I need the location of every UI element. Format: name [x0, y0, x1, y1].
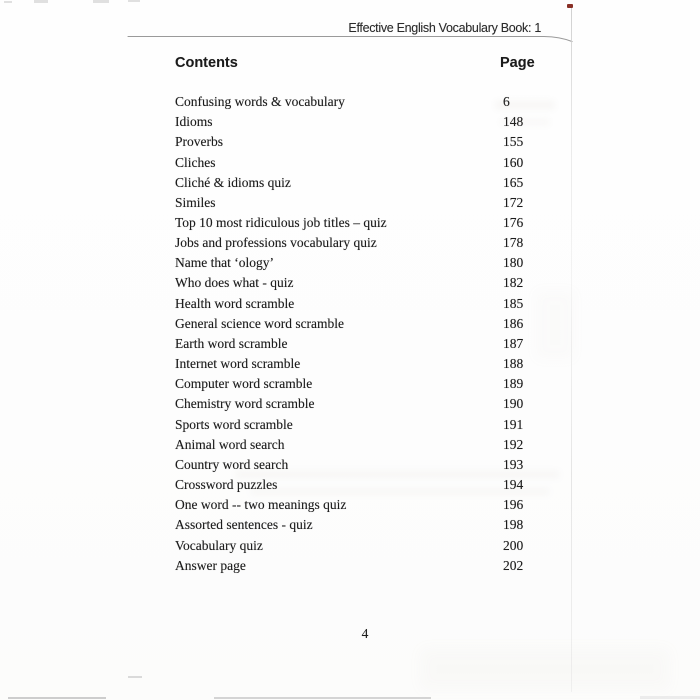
- toc-entry-label: Name that ‘ology’: [175, 255, 274, 271]
- toc-entry-page: 185: [503, 295, 524, 311]
- toc-entry-page: 165: [503, 174, 524, 190]
- toc-row: [175, 515, 545, 535]
- toc-entry-page: 182: [503, 275, 524, 291]
- toc-title: Contents: [175, 55, 238, 71]
- toc-entry-label: Top 10 most ridiculous job titles – quiz: [175, 215, 387, 231]
- toc-row: [175, 152, 545, 172]
- scan-edge-mark: [34, 0, 48, 3]
- toc-row: [175, 354, 545, 374]
- toc-entry-label: Assorted sentences - quiz: [175, 517, 313, 533]
- toc-row: [175, 92, 545, 112]
- toc-entry-page: 6: [503, 94, 510, 110]
- toc-row: [175, 213, 545, 233]
- toc-entry-label: Earth word scramble: [175, 335, 288, 351]
- ink-bleedthrough-smudge: [420, 648, 670, 690]
- toc-entry-label: Sports word scramble: [175, 416, 293, 432]
- toc-entry-label: Similes: [175, 194, 216, 210]
- toc-entry-page: 198: [503, 517, 524, 533]
- toc-entry-page: 190: [503, 396, 524, 412]
- footer-page-number: 4: [361, 626, 369, 641]
- toc-entry-page: 172: [503, 194, 524, 210]
- scan-edge-mark: [93, 0, 109, 3]
- toc-entry-label: Crossword puzzles: [175, 477, 278, 493]
- toc-entry-page: 192: [503, 436, 524, 452]
- toc-row: [175, 415, 545, 435]
- toc-entry-page: 187: [503, 335, 524, 351]
- header-rule: [126, 31, 576, 45]
- ink-bleedthrough-smudge: [250, 487, 550, 496]
- toc-row: [175, 314, 545, 334]
- toc-entry-label: Health word scramble: [175, 295, 295, 311]
- toc-row: [175, 394, 545, 414]
- toc-entry-page: 160: [503, 154, 524, 170]
- toc-entry-label: One word -- two meanings quiz: [175, 497, 347, 513]
- toc-entry-label: Cliché & idioms quiz: [175, 174, 291, 190]
- toc-entry-label: Country word search: [175, 456, 289, 472]
- toc-entry-page: 189: [503, 376, 524, 392]
- toc-entry-label: Internet word scramble: [175, 356, 301, 372]
- toc-entry-page: 155: [503, 134, 524, 150]
- toc-entry-page: 202: [503, 557, 524, 573]
- toc-row: [175, 173, 545, 193]
- red-ink-mark: [567, 4, 573, 8]
- toc-entry-label: General science word scramble: [175, 315, 345, 331]
- toc-entry-page: 180: [503, 255, 524, 271]
- toc-row: [175, 112, 545, 132]
- toc-entry-page: 188: [503, 356, 524, 372]
- toc-row: [175, 556, 545, 576]
- bottom-edge-shadow: [214, 697, 431, 699]
- toc-entry-page: 194: [503, 477, 524, 493]
- bottom-edge-shadow: [8, 697, 106, 699]
- toc-row: [175, 132, 545, 152]
- toc-entry-label: Jobs and professions vocabulary quiz: [175, 235, 377, 251]
- toc-entry-page: 196: [503, 497, 524, 513]
- toc-row: [175, 193, 545, 213]
- toc-entry-label: Animal word search: [175, 436, 285, 452]
- scan-edge-mark: [128, 676, 142, 678]
- toc-entry-label: Confusing words & vocabulary: [175, 94, 345, 110]
- toc-entry-page: 200: [503, 537, 524, 553]
- toc-entry-page: 148: [503, 114, 524, 130]
- toc-entry-label: Cliches: [175, 154, 216, 170]
- toc-entry-label: Chemistry word scramble: [175, 396, 315, 412]
- ink-bleedthrough-smudge: [500, 118, 550, 126]
- toc-entry-page: 191: [503, 416, 524, 432]
- page-column-header: Page: [500, 55, 535, 71]
- scan-edge-mark: [128, 0, 140, 2]
- bottom-edge-shadow: [640, 696, 700, 699]
- toc-row: [175, 495, 545, 515]
- ink-bleedthrough-smudge: [535, 290, 575, 360]
- scan-edge-mark: [4, 1, 12, 3]
- toc-entry-page: 176: [503, 215, 524, 231]
- toc-entry-label: Computer word scramble: [175, 376, 313, 392]
- toc-entry-label: Proverbs: [175, 134, 223, 150]
- toc-entry-page: 186: [503, 315, 524, 331]
- toc-row: [175, 435, 545, 455]
- toc-row: [175, 253, 545, 273]
- toc-row: [175, 233, 545, 253]
- toc-list: [175, 92, 545, 576]
- toc-row: [175, 273, 545, 293]
- toc-entry-page: 193: [503, 456, 524, 472]
- toc-entry-label: Idioms: [175, 114, 213, 130]
- running-header: Effective English Vocabulary Book: 1: [348, 21, 541, 35]
- ink-bleedthrough-smudge: [495, 100, 555, 110]
- toc-row: [175, 334, 545, 354]
- toc-entry-label: Answer page: [175, 557, 246, 573]
- toc-row: [175, 374, 545, 394]
- ink-bleedthrough-smudge: [235, 470, 560, 479]
- toc-row: [175, 294, 545, 314]
- toc-entry-label: Vocabulary quiz: [175, 537, 263, 553]
- toc-row: [175, 535, 545, 555]
- toc-entry-page: 178: [503, 235, 524, 251]
- toc-entry-label: Who does what - quiz: [175, 275, 294, 291]
